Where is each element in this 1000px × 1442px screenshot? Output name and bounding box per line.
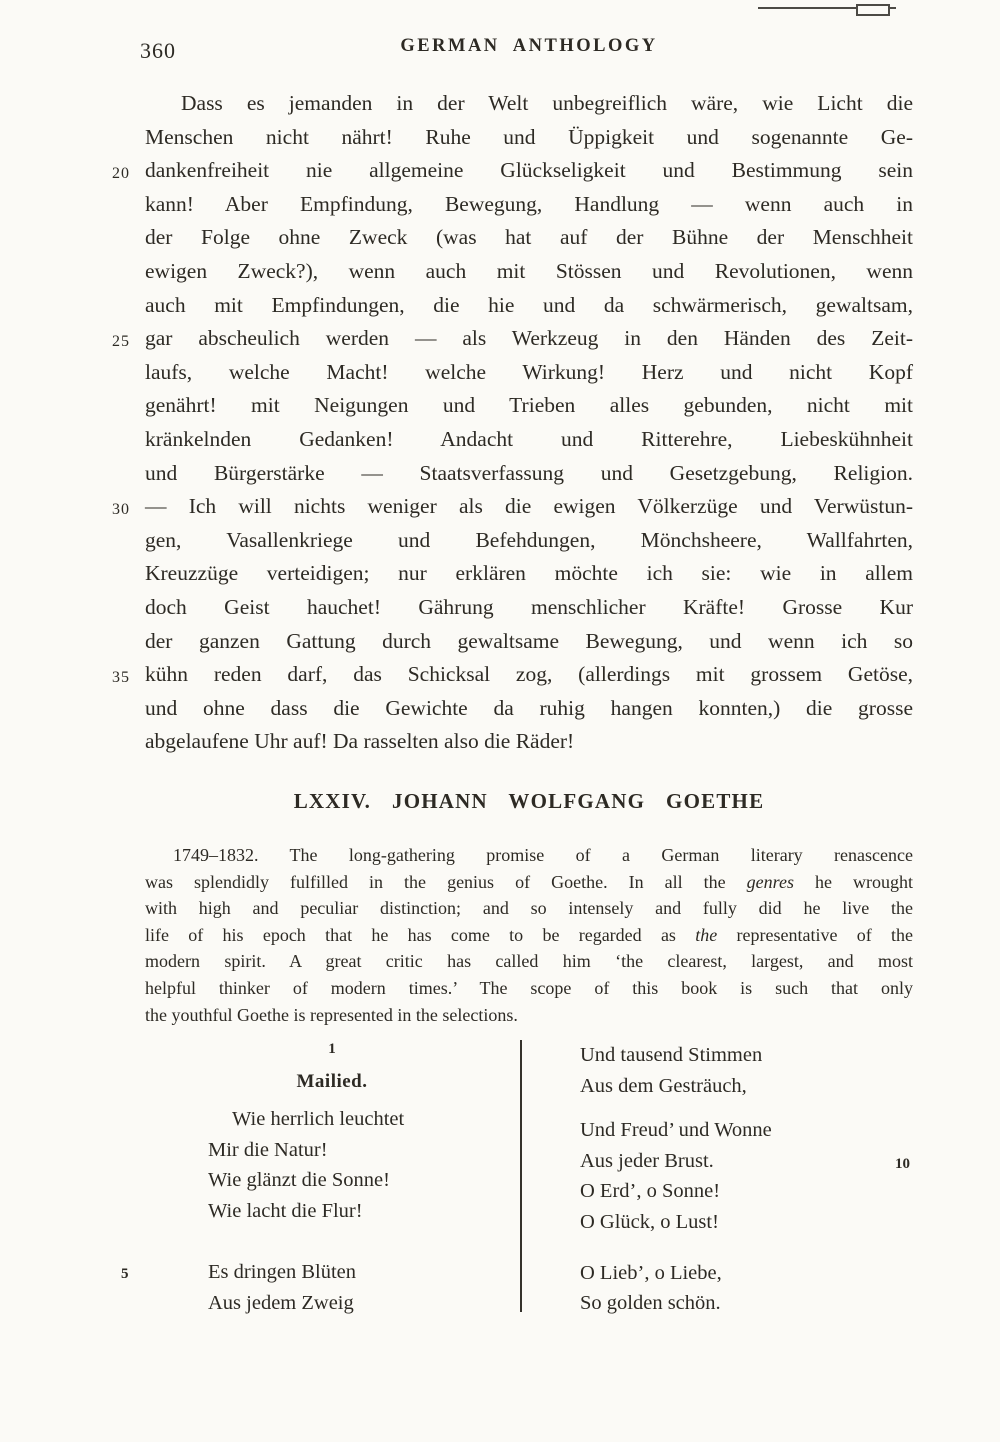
poem-line bbox=[208, 1104, 519, 1135]
bio-line bbox=[145, 975, 913, 1002]
section-heading: LXXIV. JOHANN WOLFGANG GOETHE bbox=[293, 789, 765, 813]
prose-line bbox=[145, 423, 913, 457]
prose-line bbox=[145, 221, 913, 255]
poem-line-text: Wie herrlich leuchtet bbox=[232, 1108, 405, 1130]
scan-artifact-box bbox=[856, 4, 890, 16]
bio-line bbox=[145, 869, 913, 896]
prose-line-text: dankenfreiheit nie allgemeine Glückseligkeit und Bestimmung sein bbox=[145, 158, 913, 183]
column-divider bbox=[520, 1040, 522, 1312]
poem-line-text: Aus jeder Brust. bbox=[580, 1149, 714, 1172]
bio-text: helpful thinker of modern times.’ The scope of this book is such that only bbox=[145, 977, 913, 998]
verse-line-number: 30 bbox=[112, 501, 130, 519]
poem-line bbox=[208, 1196, 519, 1227]
poem-column-left bbox=[121, 1036, 519, 1319]
page-number: 360 bbox=[140, 38, 176, 63]
bio-note bbox=[145, 842, 913, 1028]
poem-line-text: O Glück, o Lust! bbox=[580, 1210, 719, 1233]
bio-text: life of his epoch that he has come to be regarded as bbox=[145, 924, 696, 945]
prose-line bbox=[145, 121, 913, 155]
prose-line bbox=[145, 356, 913, 390]
prose-line bbox=[145, 389, 913, 423]
poem-line bbox=[208, 1288, 519, 1319]
bio-text: was splendidly fulfilled in the genius of Goethe. In all the bbox=[145, 871, 747, 892]
bio-text: the youthful Goethe is represented in the selections. bbox=[145, 1004, 518, 1025]
poem-line bbox=[580, 1115, 913, 1146]
poem-line-text: Und tausend Stimmen bbox=[580, 1044, 763, 1066]
prose-line bbox=[112, 658, 913, 692]
prose-line bbox=[145, 557, 913, 591]
prose-line bbox=[145, 625, 913, 659]
prose-line-text: der Folge ohne Zweck (was hat auf der Bühne der Menschheit bbox=[145, 225, 913, 250]
poem-line bbox=[580, 1288, 913, 1319]
poem-line-text: Wie glänzt die Sonne! bbox=[208, 1169, 390, 1192]
bio-text: he wrought bbox=[793, 871, 914, 892]
poem-column-right bbox=[580, 1036, 913, 1319]
verse-line-number: 35 bbox=[112, 669, 130, 687]
prose-line-text: auch mit Empfindungen, die hie und da schwärmerisch, gewaltsam, bbox=[145, 292, 913, 317]
prose-line bbox=[145, 188, 913, 222]
bio-line bbox=[145, 948, 913, 975]
bio-line bbox=[145, 922, 913, 949]
prose-line bbox=[112, 154, 913, 188]
prose-line bbox=[112, 322, 913, 356]
prose-line-text: Kreuzzüge verteidigen; nur erklären möchte ich sie: wie in allem bbox=[145, 561, 913, 586]
bio-text: with high and peculiar distinction; and so intensely and fully did he live the bbox=[145, 898, 913, 919]
prose-line bbox=[145, 87, 913, 121]
prose-block bbox=[112, 87, 913, 759]
prose-line bbox=[145, 725, 913, 759]
poem-line bbox=[580, 1146, 913, 1177]
bio-text: modern spirit. A great critic has called him ‘the clearest, largest, and most bbox=[145, 951, 913, 972]
prose-line-text: kränkelnden Gedanken! Andacht und Ritterehre, Liebeskühnheit bbox=[145, 426, 913, 451]
prose-line-text: — Ich will nichts weniger als die ewigen Völkerzüge und Verwüstun- bbox=[145, 494, 913, 519]
poem-line bbox=[121, 1257, 519, 1288]
prose-line-text: gar abscheulich werden — als Werkzeug in den Händen des Zeit- bbox=[145, 326, 913, 351]
prose-line-text: kühn reden darf, das Schicksal zog, (allerdings mit grossem Getöse, bbox=[145, 662, 913, 687]
poem-line bbox=[208, 1135, 519, 1166]
bio-italic-text: genres bbox=[746, 871, 794, 892]
prose-line bbox=[112, 490, 913, 524]
prose-line bbox=[145, 591, 913, 625]
poem-line-text: Aus jedem Zweig bbox=[208, 1291, 354, 1314]
poem-line bbox=[580, 1071, 913, 1102]
prose-line-text: ewigen Zweck?), wenn auch mit Stössen und Revolutionen, wenn bbox=[145, 258, 913, 283]
prose-line-text: und Bürgerstärke — Staatsverfassung und Gesetzgebung, Religion. bbox=[145, 460, 913, 485]
prose-line bbox=[145, 289, 913, 323]
poem-line bbox=[580, 1258, 913, 1289]
prose-line-text: genährt! mit Neigungen und Trieben alles gebunden, nicht mit bbox=[145, 393, 913, 418]
poem-line-text: Aus dem Gesträuch, bbox=[580, 1074, 747, 1097]
prose-line bbox=[145, 524, 913, 558]
verse-line-number: 10 bbox=[895, 1155, 910, 1172]
bio-line bbox=[145, 842, 913, 869]
prose-line-text: kann! Aber Empfindung, Bewegung, Handlung — wenn auch in bbox=[145, 191, 913, 216]
bio-text: representative of the bbox=[717, 924, 914, 945]
prose-line-text: Dass es jemanden in der Welt unbegreiflich wäre, wie Licht die bbox=[181, 91, 913, 115]
poem-line bbox=[580, 1176, 913, 1207]
poem-line bbox=[580, 1040, 913, 1071]
poem-number: 1 bbox=[328, 1041, 336, 1057]
poem-line-text: O Erd’, o Sonne! bbox=[580, 1180, 721, 1203]
bio-line bbox=[145, 895, 913, 922]
poem-line-text: Mir die Natur! bbox=[208, 1138, 328, 1161]
prose-line bbox=[145, 255, 913, 289]
stanza-gap bbox=[580, 1238, 913, 1258]
running-head-title: GERMAN ANTHOLOGY bbox=[400, 36, 658, 56]
verse-line-number: 20 bbox=[112, 165, 130, 183]
bio-italic-text: the bbox=[695, 924, 718, 945]
running-head bbox=[140, 36, 913, 64]
bio-line bbox=[145, 1002, 913, 1029]
stanza-gap bbox=[145, 1226, 519, 1257]
poem-title: Mailied. bbox=[296, 1071, 368, 1092]
poem-line-text: Wie lacht die Flur! bbox=[208, 1199, 363, 1222]
stanza-gap bbox=[580, 1101, 913, 1115]
poem-line bbox=[208, 1165, 519, 1196]
prose-line-text: der ganzen Gattung durch gewaltsame Bewegung, und wenn ich so bbox=[145, 628, 913, 653]
prose-line-text: und ohne dass die Gewichte da ruhig hangen konnten,) die grosse bbox=[145, 695, 913, 720]
prose-line-text: laufs, welche Macht! welche Wirkung! Herz und nicht Kopf bbox=[145, 359, 913, 384]
poem-line-text: So golden schön. bbox=[580, 1292, 721, 1315]
verse-line-number: 25 bbox=[112, 333, 130, 351]
prose-line-text: doch Geist hauchet! Gährung menschlicher Kräfte! Grosse Kur bbox=[145, 594, 913, 619]
poem-line-text: O Lieb’, o Liebe, bbox=[580, 1261, 722, 1284]
prose-line-text: Menschen nicht nährt! Ruhe und Üppigkeit und sogenannte Ge- bbox=[145, 124, 913, 149]
prose-line-text: gen, Vasallenkriege und Befehdungen, Mönchsheere, Wallfahrten, bbox=[145, 527, 913, 552]
poem-line-text: Es dringen Blüten bbox=[208, 1261, 357, 1284]
poem-lines-left bbox=[121, 1104, 519, 1319]
prose-line bbox=[145, 457, 913, 491]
poem-line bbox=[580, 1207, 913, 1238]
prose-line bbox=[145, 692, 913, 726]
prose-line-text: abgelaufene Uhr auf! Da rasselten also die Räder! bbox=[145, 729, 575, 754]
verse-line-number: 5 bbox=[121, 1266, 129, 1283]
poem-line-text: Und Freud’ und Wonne bbox=[580, 1119, 772, 1142]
bio-text: 1749–1832. The long-gathering promise of a German literary renascence bbox=[173, 845, 913, 865]
